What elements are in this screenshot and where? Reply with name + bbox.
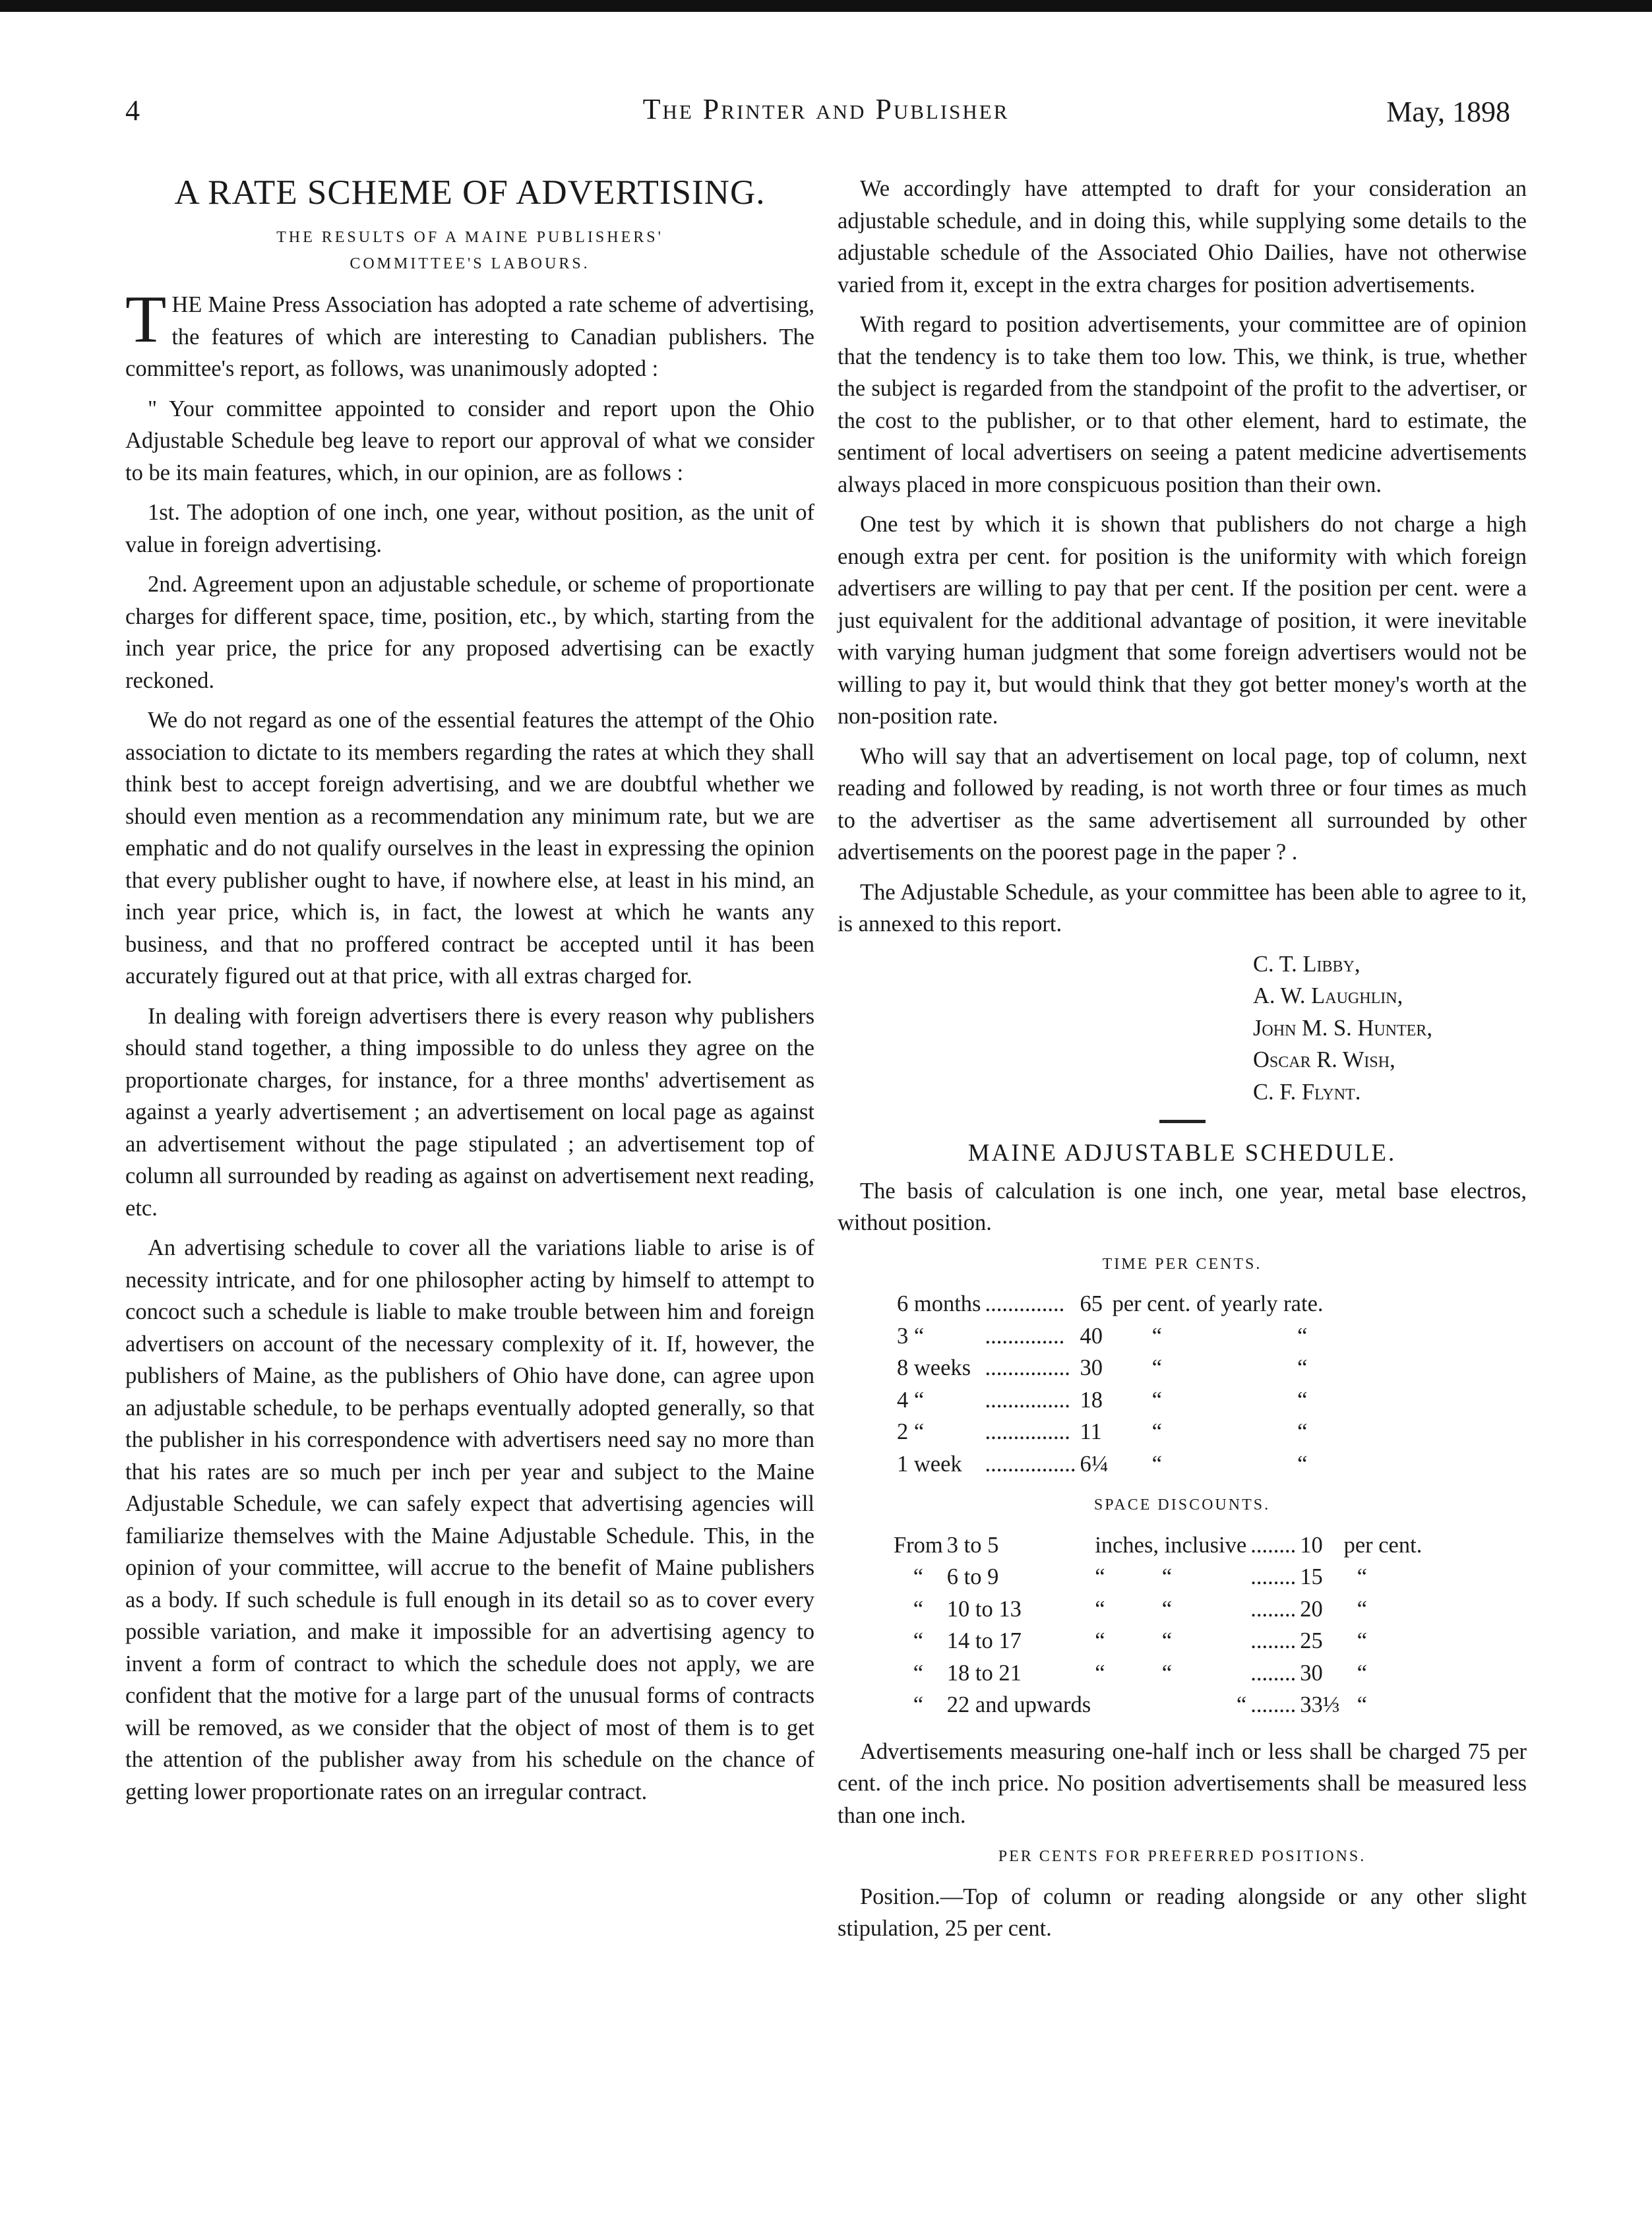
from-label: “ (913, 1628, 924, 1653)
percent-value: 40 (1080, 1323, 1103, 1349)
percent-value: 30 (1080, 1355, 1103, 1380)
discount-value: 20 (1300, 1596, 1323, 1622)
leader-dots: .............. (985, 1323, 1065, 1349)
unit-text: per cent. of yearly rate. (1112, 1291, 1324, 1316)
time-per-cents-table (897, 1288, 1328, 1480)
paragraph: 1st. The adoption of one inch, one year, without position, as the unit of value in foreign advertising. (125, 500, 814, 557)
from-label: “ (913, 1596, 924, 1622)
suffix: “ (1357, 1564, 1367, 1589)
from-label: From (894, 1532, 943, 1558)
inch-range: 10 to 13 (946, 1596, 1022, 1622)
issue-date: May, 1898 (1386, 96, 1510, 128)
table-row (894, 1625, 1426, 1657)
leader-dots: ........ (1250, 1564, 1297, 1589)
table-row (894, 1561, 1426, 1593)
ditto-mark: “ (1297, 1419, 1308, 1444)
paragraph: One test by which it is shown that publishers do not charge a high enough extra per cent. for position is the uniformity with which foreign advertisers are willing to pay that per cent. If the position per cent. were a just equivalent for the additional advantage of position, it were inevitable with varying human judgment that some foreign advertisers would not be willing to pay it, but would think that they got better money's worth at the non-position rate. (838, 512, 1527, 729)
leader-dots: ............... (985, 1419, 1070, 1444)
inch-range: 18 to 21 (946, 1660, 1022, 1686)
from-label: “ (913, 1660, 924, 1686)
leader-dots: ................ (985, 1451, 1076, 1477)
subtitle-line-1: THE RESULTS OF A MAINE PUBLISHERS' (276, 229, 663, 246)
from-label: “ (913, 1564, 924, 1589)
leader-dots: .............. (985, 1291, 1065, 1316)
ditto-mark: “ (1297, 1387, 1308, 1413)
drop-cap: T (125, 282, 167, 357)
time-per-cents-heading: TIME PER CENTS. (1102, 1255, 1262, 1273)
page-number: 4 (125, 94, 140, 127)
inch-range: 6 to 9 (946, 1564, 999, 1589)
ditto-mark: “ (1297, 1323, 1308, 1349)
leader-dots: ........ (1250, 1628, 1297, 1653)
unit-text: “ “ (1095, 1564, 1173, 1589)
discount-value: 10 (1300, 1532, 1323, 1558)
unit-text: “ (1236, 1692, 1247, 1717)
table-row (894, 1593, 1426, 1626)
table-row (897, 1320, 1328, 1353)
unit-text: “ “ (1095, 1628, 1173, 1653)
preferred-positions-heading: PER CENTS FOR PREFERRED POSITIONS. (998, 1848, 1366, 1865)
schedule-basis: The basis of calculation is one inch, one year, metal base electros, without position. (838, 1178, 1527, 1235)
ditto-mark: “ (1151, 1355, 1162, 1380)
period: 3 “ (897, 1323, 925, 1349)
paragraph: " Your committee appointed to consider and report upon the Ohio Adjustable Schedule beg leave to report our approval of what we consider to be its main features, which, in our opinion, are as follows : (125, 396, 814, 485)
running-head: The Printer and Publisher (642, 93, 1010, 125)
leader-dots: ........ (1250, 1692, 1297, 1717)
inch-range: 3 to 5 (946, 1532, 999, 1558)
table-row (894, 1689, 1426, 1721)
paragraph-text: HE Maine Press Association has adopted a rate scheme of advertising, the features of which are interesting to Canadian publishers. The committee's report, as follows, was unanimously adopted : (125, 292, 814, 381)
signatory: A. W. Laughlin, (1253, 983, 1403, 1008)
paragraph: Who will say that an advertisement on local page, top of column, next reading and followed by reading, is not worth three or four times as much to the advertiser as the same advertisement all surrounded by other advertisements on the poorest page in the paper ? . (838, 743, 1527, 865)
inch-range: 22 and upwards (946, 1692, 1091, 1717)
signatories (1253, 948, 1527, 1109)
paragraph: We accordingly have attempted to draft for your consideration an adjustable schedule, and in doing this, while supplying some details to the adjustable schedule of the Associated Ohio Dailies, have not otherwise varied from it, except in the extra charges for position advertisements. (838, 176, 1527, 297)
schedule-title: MAINE ADJUSTABLE SCHEDULE. (967, 1140, 1397, 1167)
signatory: Oscar R. Wish, (1253, 1047, 1395, 1072)
unit-text: “ “ (1095, 1596, 1173, 1622)
table-row (897, 1416, 1328, 1448)
period: 4 “ (897, 1387, 925, 1413)
paragraph: The Adjustable Schedule, as your committee has been able to agree to it, is annexed to this report. (838, 879, 1527, 936)
table-row (894, 1657, 1426, 1690)
paragraph (125, 282, 814, 385)
signatory: John M. S. Hunter, (1253, 1015, 1432, 1041)
period: 1 week (897, 1451, 962, 1477)
table-row (894, 1529, 1426, 1562)
right-column (838, 173, 1527, 1953)
paragraph: With regard to position advertisements, your committee are of opinion that the tendency is to take them too low. This, we think, is true, whether the subject is regarded from the standpoint of the profit to the advertiser, or the cost to the publisher, or to that other element, hard to estimate, the sentiment of local advertisers on seeing a patent medicine advertisements always placed in more conspicuous position than their own. (838, 312, 1527, 497)
discount-value: 33⅓ (1300, 1692, 1340, 1717)
space-discounts-heading: SPACE DISCOUNTS. (1093, 1496, 1271, 1514)
discount-value: 15 (1300, 1564, 1323, 1589)
period: 8 weeks (897, 1355, 971, 1380)
signatory: C. T. Libby, (1253, 951, 1361, 977)
leader-dots: ............... (985, 1387, 1070, 1413)
leader-dots: ........ (1250, 1532, 1297, 1558)
section-rule (1159, 1120, 1206, 1123)
article-subtitle (125, 224, 814, 277)
table-row (897, 1288, 1328, 1320)
space-discounts-table (894, 1529, 1426, 1721)
discount-value: 25 (1300, 1628, 1323, 1653)
discount-value: 30 (1300, 1660, 1323, 1686)
paragraph: In dealing with foreign advertisers there is every reason why publishers should stand together, a thing impossible to do unless they agree on the proportionate charges, for instance, for a three months' advertisement as against a yearly advertisement ; an advertisement on local page as against an advertisement without the page stipulated ; an advertisement top of column all surrounded by reading as against on advertisement next reading, etc. (125, 1003, 814, 1221)
ditto-mark: “ (1151, 1451, 1162, 1477)
unit-text: inches, inclusive (1095, 1532, 1247, 1558)
suffix: “ (1357, 1628, 1367, 1653)
unit-text: “ “ (1095, 1660, 1173, 1686)
suffix: “ (1357, 1596, 1367, 1622)
leader-dots: ........ (1250, 1660, 1297, 1686)
period: 6 months (897, 1291, 981, 1316)
half-inch-note: Advertisements measuring one-half inch or less shall be charged 75 per cent. of the inch price. No position advertisements shall be measured less than one inch. (838, 1738, 1527, 1828)
ditto-mark: “ (1151, 1323, 1162, 1349)
paragraph: 2nd. Agreement upon an adjustable schedule, or scheme of proportionate charges for different space, time, position, etc., by which, starting from the inch year price, the price for any proposed advertising can be exactly reckoned. (125, 572, 814, 693)
article-title: A RATE SCHEME OF ADVERTISING. (174, 173, 766, 212)
suffix: “ (1357, 1692, 1367, 1717)
position-note: Position.—Top of column or reading alongside or any other slight stipulation, 25 per cent. (838, 1884, 1527, 1941)
inch-range: 14 to 17 (946, 1628, 1022, 1653)
suffix: “ (1357, 1660, 1367, 1686)
percent-value: 6¼ (1080, 1451, 1109, 1477)
table-row (897, 1352, 1328, 1384)
leader-dots: ........ (1250, 1596, 1297, 1622)
from-label: “ (913, 1692, 924, 1717)
signatory: C. F. Flynt. (1253, 1079, 1361, 1105)
suffix: per cent. (1343, 1532, 1423, 1558)
ditto-mark: “ (1297, 1355, 1308, 1380)
ditto-mark: “ (1151, 1387, 1162, 1413)
leader-dots: ............... (985, 1355, 1070, 1380)
percent-value: 65 (1080, 1291, 1103, 1316)
top-border-rule (0, 0, 1652, 12)
table-row (897, 1448, 1328, 1481)
ditto-mark: “ (1151, 1419, 1162, 1444)
period: 2 “ (897, 1419, 925, 1444)
paragraph: An advertising schedule to cover all the variations liable to arise is of necessity intricate, and for one philosopher acting by himself to attempt to concoct such a schedule is liable to make trouble between him and foreign advertisers on account of the necessary complexity of it. If, however, the publishers of Maine, as the publishers of Ohio have done, can agree upon an adjustable schedule, to be perhaps eventually adopted generally, so that the publisher in his correspondence with advertisers need say no more than that his rates are so much per inch per year and subject to the Maine Adjustable Schedule, we can safely expect that advertising agencies will familiarize themselves with the Maine Adjustable Schedule. This, in the opinion of your committee, will accrue to the benefit of Maine publishers as a body. If such schedule is full enough in its detail so as to cover every possible variation, and make it impossible for an advertising agency to invent a form of contract to which the schedule does not apply, we are confident that the motive for a large part of the unusual forms of contracts will be removed, as we consider that the object of most of them is to get the attention of the publisher away from his schedule on the chance of getting lower proportionate rates on an irregular contract. (125, 1235, 814, 1804)
left-column (125, 173, 814, 1816)
ditto-mark: “ (1297, 1451, 1308, 1477)
paragraph: We do not regard as one of the essential features the attempt of the Ohio association to dictate to its members regarding the rates at which they shall think best to accept foreign advertising, and we are doubtful whether we should even mention as a recommendation any minimum rate, but we are emphatic and do not qualify ourselves in the least in expressing the opinion that every publisher ought to have, if nowhere else, at least in his mind, an inch year price, which is, in fact, the lowest at which he wants any business, and that no proffered contract be accepted until it has been accurately figured out at that price, with all extras charged for. (125, 708, 814, 989)
percent-value: 11 (1080, 1419, 1102, 1444)
table-row (897, 1384, 1328, 1417)
percent-value: 18 (1080, 1387, 1103, 1413)
subtitle-line-2: COMMITTEE'S LABOURS. (350, 255, 590, 272)
